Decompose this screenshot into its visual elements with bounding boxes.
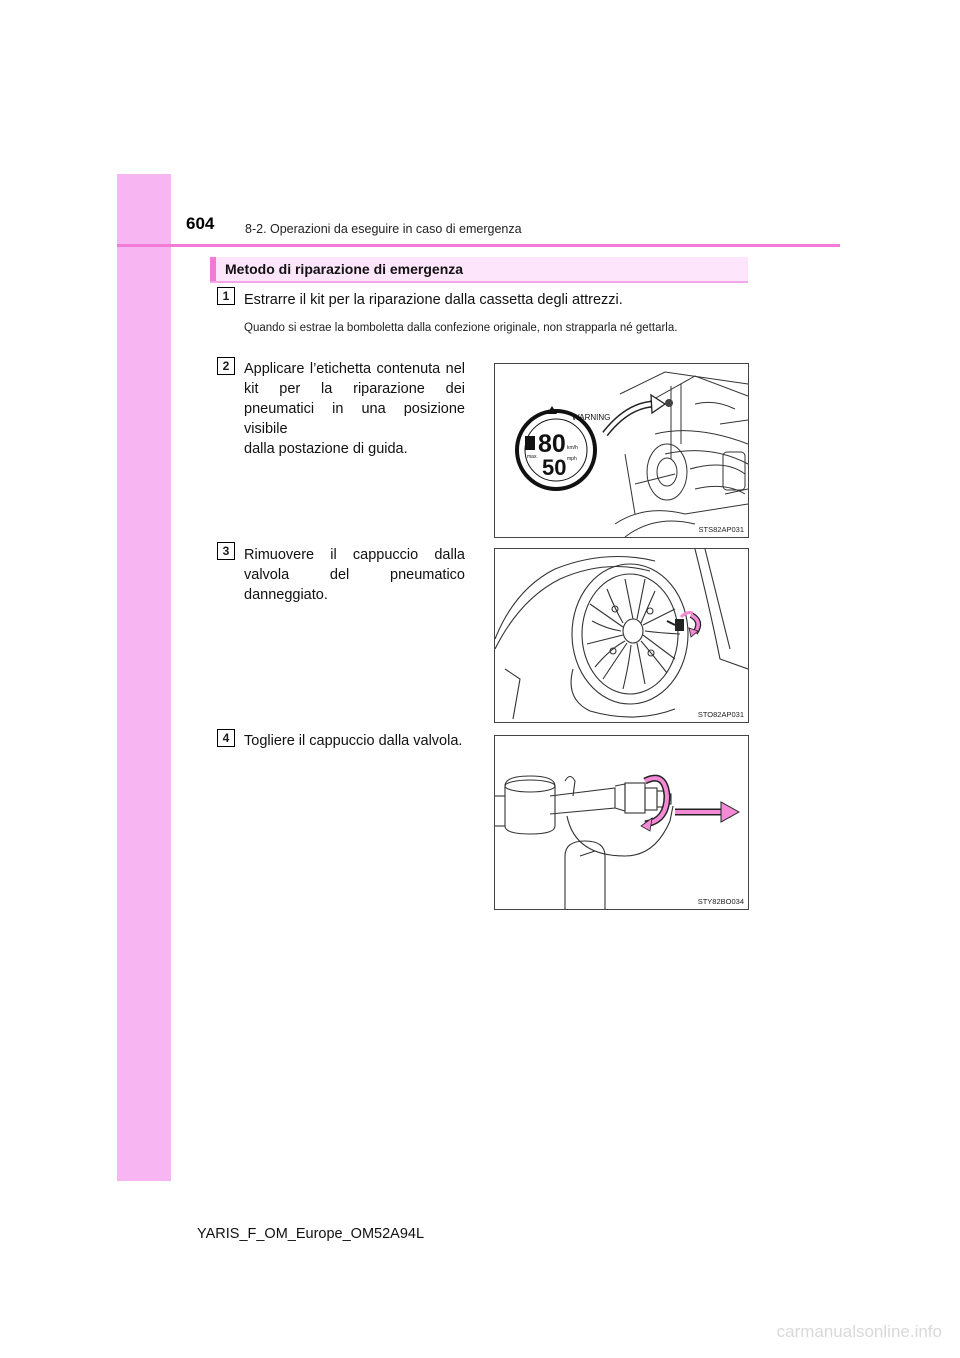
step-3-line-3: danneggiato. [244,587,328,603]
sticker-speed-kmh: 80 [538,430,566,458]
step-2-line-2: kit per la riparazione dei [244,381,465,397]
valve-cap-removal-illustration [495,736,748,909]
section-title: Metodo di riparazione di emergenza [225,261,464,277]
figure-warning-label [494,363,749,538]
side-tab-band [117,174,171,1181]
step-2-text [244,359,465,459]
page-number: 604 [186,214,215,233]
warning-label-illustration [495,364,748,537]
figure-2-code: STS82AP031 [698,525,744,534]
header-divider [117,244,840,247]
chapter-heading: 8-2. Operazioni da eseguire in caso di emergenza [245,222,522,236]
step-3-number: 3 [217,542,235,560]
sticker-speed-mph: 50 [542,455,567,480]
sticker-warning-text: WARNING [572,413,611,422]
valve-cap [675,619,684,631]
step-1-text: Estrarre il kit per la riparazione dalla cassetta degli attrezzi. [244,292,623,308]
watermark: carmanualsonline.info [776,1322,942,1341]
step-1-number: 1 [217,287,235,305]
step-2-number: 2 [217,357,235,375]
step-3-line-2: valvola del pneumatico [244,567,465,583]
step-2-line-4: dalla postazione di guida. [244,441,408,457]
section-header [210,257,748,283]
step-3-text [244,545,465,605]
figure-3-code: STO82AP031 [697,710,744,719]
sticker-unit-mph: mph [567,456,577,462]
step-1-note: Quando si estrae la bomboletta dalla confezione originale, non strapparla né gettarla. [244,322,678,334]
step-2-line-1: Applicare l’etichetta contenuta nel [244,361,465,377]
step-4-number: 4 [217,729,235,747]
label-position-dot [665,399,673,407]
step-3-line-1: Rimuovere il cappuccio dalla [244,547,465,563]
step-4-text: Togliere il cappuccio dalla valvola. [244,733,463,749]
document-id: YARIS_F_OM_Europe_OM52A94L [197,1226,425,1242]
sticker-max: max. [527,454,538,460]
section-accent-bar [210,257,216,281]
sticker-unit-kmh: km/h [567,445,578,451]
figure-valve-cap-removal [494,735,749,910]
figure-tire-valve [494,548,749,723]
tire-valve-illustration [495,549,748,722]
step-2-line-3: pneumatici in una posizione visibile [244,401,465,437]
figure-4-code: STY82BO034 [697,897,744,906]
